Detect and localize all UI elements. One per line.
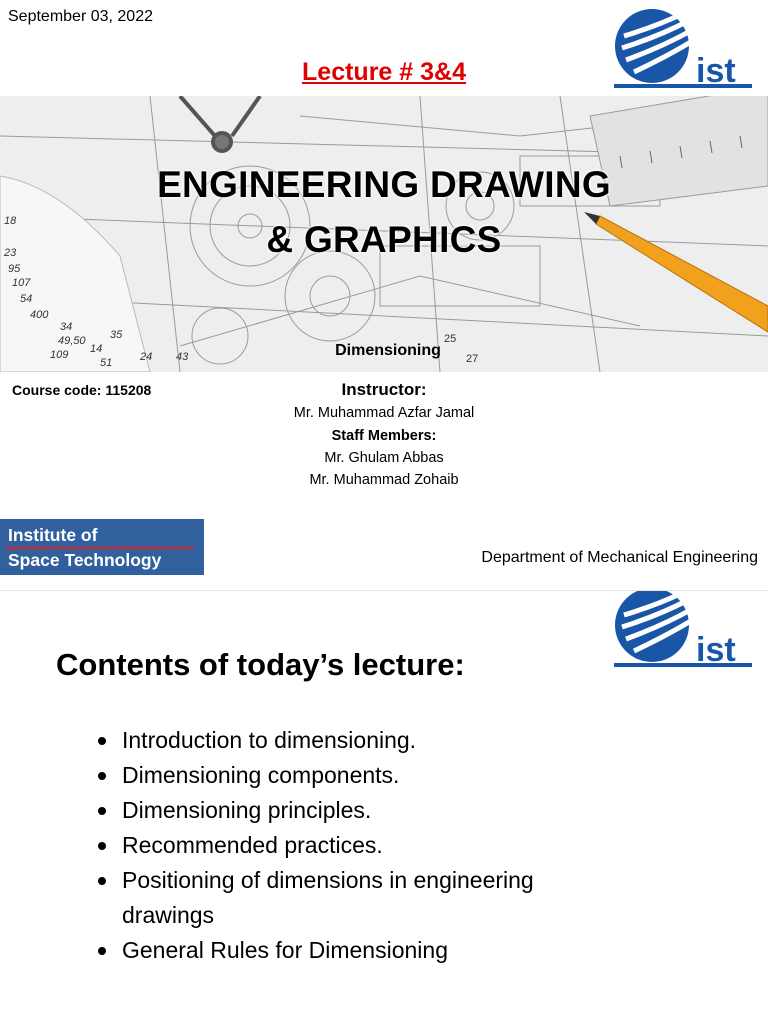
svg-text:23: 23 xyxy=(4,247,17,259)
svg-text:25: 25 xyxy=(444,333,457,345)
institute-line2: Space Technology xyxy=(8,550,162,570)
list-item: General Rules for Dimensioning xyxy=(96,933,616,968)
bullet-icon xyxy=(98,807,106,815)
scribble-number: 18 xyxy=(4,215,17,227)
department-name: Department of Mechanical Engineering xyxy=(481,549,758,566)
institute-line1: Institute of xyxy=(8,525,98,545)
institute-name-box xyxy=(0,519,204,575)
contents-slide xyxy=(0,590,768,1025)
svg-text:54: 54 xyxy=(20,293,33,305)
svg-text:24: 24 xyxy=(140,351,153,363)
list-item: Dimensioning principles. xyxy=(96,793,616,828)
svg-text:14: 14 xyxy=(90,343,103,355)
svg-text:43: 43 xyxy=(176,351,189,363)
lecture-topic: Dimensioning xyxy=(335,342,441,359)
lecture-date: September 03, 2022 xyxy=(8,8,153,25)
contents-list xyxy=(96,723,616,968)
course-title-line2: & GRAPHICS xyxy=(266,219,502,260)
svg-text:35: 35 xyxy=(110,329,123,341)
bullet-icon xyxy=(98,877,106,885)
svg-text:27: 27 xyxy=(466,353,479,365)
staff-member: Mr. Muhammad Zohaib xyxy=(309,472,459,488)
drawing-banner xyxy=(0,96,768,372)
bullet-icon xyxy=(98,737,106,745)
list-item: Introduction to dimensioning. xyxy=(96,723,616,758)
svg-text:49,50: 49,50 xyxy=(58,335,86,347)
svg-text:95: 95 xyxy=(8,263,21,275)
bullet-icon xyxy=(98,772,106,780)
svg-text:109: 109 xyxy=(50,349,69,361)
ist-logo xyxy=(612,590,757,673)
svg-text:51: 51 xyxy=(100,357,113,369)
logo-text: ist xyxy=(696,52,736,90)
instructor-name: Mr. Muhammad Azfar Jamal xyxy=(293,405,475,421)
instructor-heading: Instructor: xyxy=(341,380,427,399)
course-title-line1: ENGINEERING DRAWING xyxy=(157,164,611,205)
lecture-number: Lecture # 3&4 xyxy=(302,58,466,86)
svg-text:34: 34 xyxy=(60,321,73,333)
course-code: Course code: 115208 xyxy=(12,382,152,398)
bullet-icon xyxy=(98,842,106,850)
staff-heading: Staff Members: xyxy=(331,428,437,444)
logo-text: ist xyxy=(696,631,736,669)
svg-text:107: 107 xyxy=(12,277,31,289)
list-item: Dimensioning components. xyxy=(96,758,616,793)
list-item: Recommended practices. xyxy=(96,828,616,863)
institute-underline xyxy=(6,547,194,549)
list-item: Positioning of dimensions in engineering drawings xyxy=(96,863,616,933)
staff-member: Mr. Ghulam Abbas xyxy=(324,450,444,466)
svg-text:400: 400 xyxy=(30,309,49,321)
bullet-icon xyxy=(98,947,106,955)
contents-heading: Contents of today’s lecture: xyxy=(56,647,465,682)
ist-logo xyxy=(612,6,757,94)
